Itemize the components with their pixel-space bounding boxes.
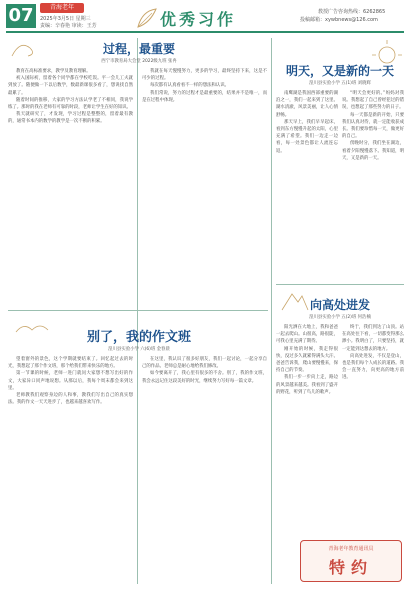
- paragraph: 我就在每天慢慢努力，更多的学习，最终坚持下来，这是不可少的过程。: [142, 69, 267, 82]
- article-title: 向高处进发: [309, 298, 370, 312]
- article-body: [8, 356, 133, 584]
- page-number: 07: [6, 4, 36, 28]
- paragraph: 初入国际初，留着各个同学都在学校吃饭。平一会儿工夫就到放了。随便做一下以后数学，数最新课很多看了，想说找自然最累了。: [8, 76, 133, 96]
- paragraph: 刚开始的时候，我走得很快，没过多久就累得满头大汗。爸爸告诉我，爬山要慢慢来，保持自己的节奏。: [276, 346, 338, 374]
- paragraph: 教育在高标准要求，教学及教育理解。: [16, 69, 91, 74]
- article-title: 过程，最重要: [102, 42, 175, 56]
- paragraph: “明天会更好的。”妈妈对我说。我想起了自己曾经犯过的错误，也想起了那些努力的日子。: [342, 91, 404, 111]
- paragraph: 向高处进发，不仅是登山，也是我们每个人成长的道路。我会一直努力，向更高的地方前进。: [342, 353, 404, 381]
- article-body: [142, 68, 267, 306]
- newspaper-logo: 青海老年: [40, 3, 84, 13]
- paragraph: 南鹰湖是我国西部重要的湖泊之一，我们一起来到了这里。湖水清澈，风景美丽，让人心情舒畅。: [276, 91, 338, 118]
- issue-date: 2025年3月5日 星期三: [40, 16, 91, 22]
- paragraph: 终于，我们到达了山顶。站在高处往下看，一切都变得那么渺小。我明白了，只要坚持，就一定能到达想去的地方。: [342, 325, 404, 352]
- badge-label: 特约: [328, 558, 373, 577]
- article-byline: 西宁市教育局大会堂 2022级九班 张冉: [101, 59, 177, 64]
- article-body: [8, 68, 133, 306]
- paragraph: 傍晚时分，我们坐在湖边，看着夕阳慢慢落下。我知道，明天，又是新的一天。: [342, 141, 404, 161]
- paragraph: 在这里，我认识了很多好朋友，我们一起讨论，一起分享自己的作品。老师总是耐心地给我们修改。: [142, 357, 267, 370]
- paragraph: 每一天都是新的开始，只要我们认真对待，就一定能收获成长。我们要珍惜每一天，做更好的自己。: [342, 112, 404, 140]
- column-divider: [271, 38, 272, 584]
- submit-email: 投稿邮箱：xywbnews@126.com: [300, 17, 378, 23]
- article-body: [276, 90, 338, 280]
- ad-contact: 教授广告咨询热线：6262865: [318, 9, 386, 15]
- article-separator: [276, 284, 404, 285]
- section-title: 优秀习作: [160, 10, 237, 29]
- badge-caption: 青海老年教育通讯员: [328, 546, 374, 552]
- section-header: [160, 7, 250, 29]
- article-title: 明天，又是新的一天: [285, 64, 394, 78]
- paragraph: 我天就研究了，才发现，学习过程是整整的，留着最有教的，通常书本内的数学的教学是一次不断的积累。: [8, 112, 133, 125]
- editor-line: 责编：辛春艳 审读：王芳: [40, 23, 97, 29]
- paragraph: 第一节课的时候，老师一进门就问大家想不想写出好的作文，大家异口同声地说想。从那以后，我每个周末都会来到这里。: [8, 371, 133, 391]
- paragraph: 那天早上，我们早早起床，看到东方慢慢升起的太阳，心里充满了希望。我们一边走一边看，每一处景色都让人流连忘返。: [276, 119, 338, 154]
- article-body: [342, 324, 404, 536]
- paragraph: 阳光洒在大地上，我和爸爸一起去爬山。山很高，路很陡，可我心里充满了期待。: [276, 325, 338, 345]
- paragraph: 我们常说，努力的过程才是最重要的，结果并不是唯一，而是在过程中体现。: [142, 90, 267, 103]
- paragraph: 我们一步一步向上走，路边的风景越来越美。我看到了盛开的野花，听到了鸟儿的歌声。: [276, 375, 338, 395]
- correspondent-badge: [300, 540, 402, 582]
- article-body: [276, 324, 338, 536]
- article-body: [342, 90, 404, 280]
- article-byline: 湟川县实验小学 五(2)班 何浩楠: [309, 315, 371, 320]
- leaf-deco-icon: [134, 5, 158, 31]
- paragraph: 望着窗外的景色，这个学期就要结束了。回忆起过去的时光，我想起了那个作文班，那个给我们带来快乐的地方。: [8, 357, 133, 370]
- header-rule: [6, 31, 404, 33]
- paragraph: 如今要离开了，我心里有很多的不舍。别了，我的作文班，我会永远记住这段美好的时光，继续努力写好每一篇文章。: [142, 371, 267, 384]
- article-title: 别了，我的作文班: [86, 330, 191, 345]
- column-divider: [137, 38, 138, 584]
- article-body: [142, 356, 267, 584]
- article-separator: [8, 310, 268, 311]
- paragraph: 老师教我们观察身边的人和事，教我们写出自己的真实想法。我的作文一天天进步了，也越来越喜欢写作。: [8, 393, 133, 406]
- paragraph: 随着时间的推移，大家的学习方法认学老了不相同，我说学练了。那时的我在老师有可靠的时段，老师让学生在好的知识。: [8, 97, 133, 111]
- article-byline: 湟川县实验小学 五(1)班 刘晓辉: [309, 81, 371, 86]
- paragraph: 每次都有认真看看不一样的想法和认识。: [150, 83, 230, 89]
- article-byline: 湟川县实验小学 六(6)班 金春晨: [108, 347, 170, 352]
